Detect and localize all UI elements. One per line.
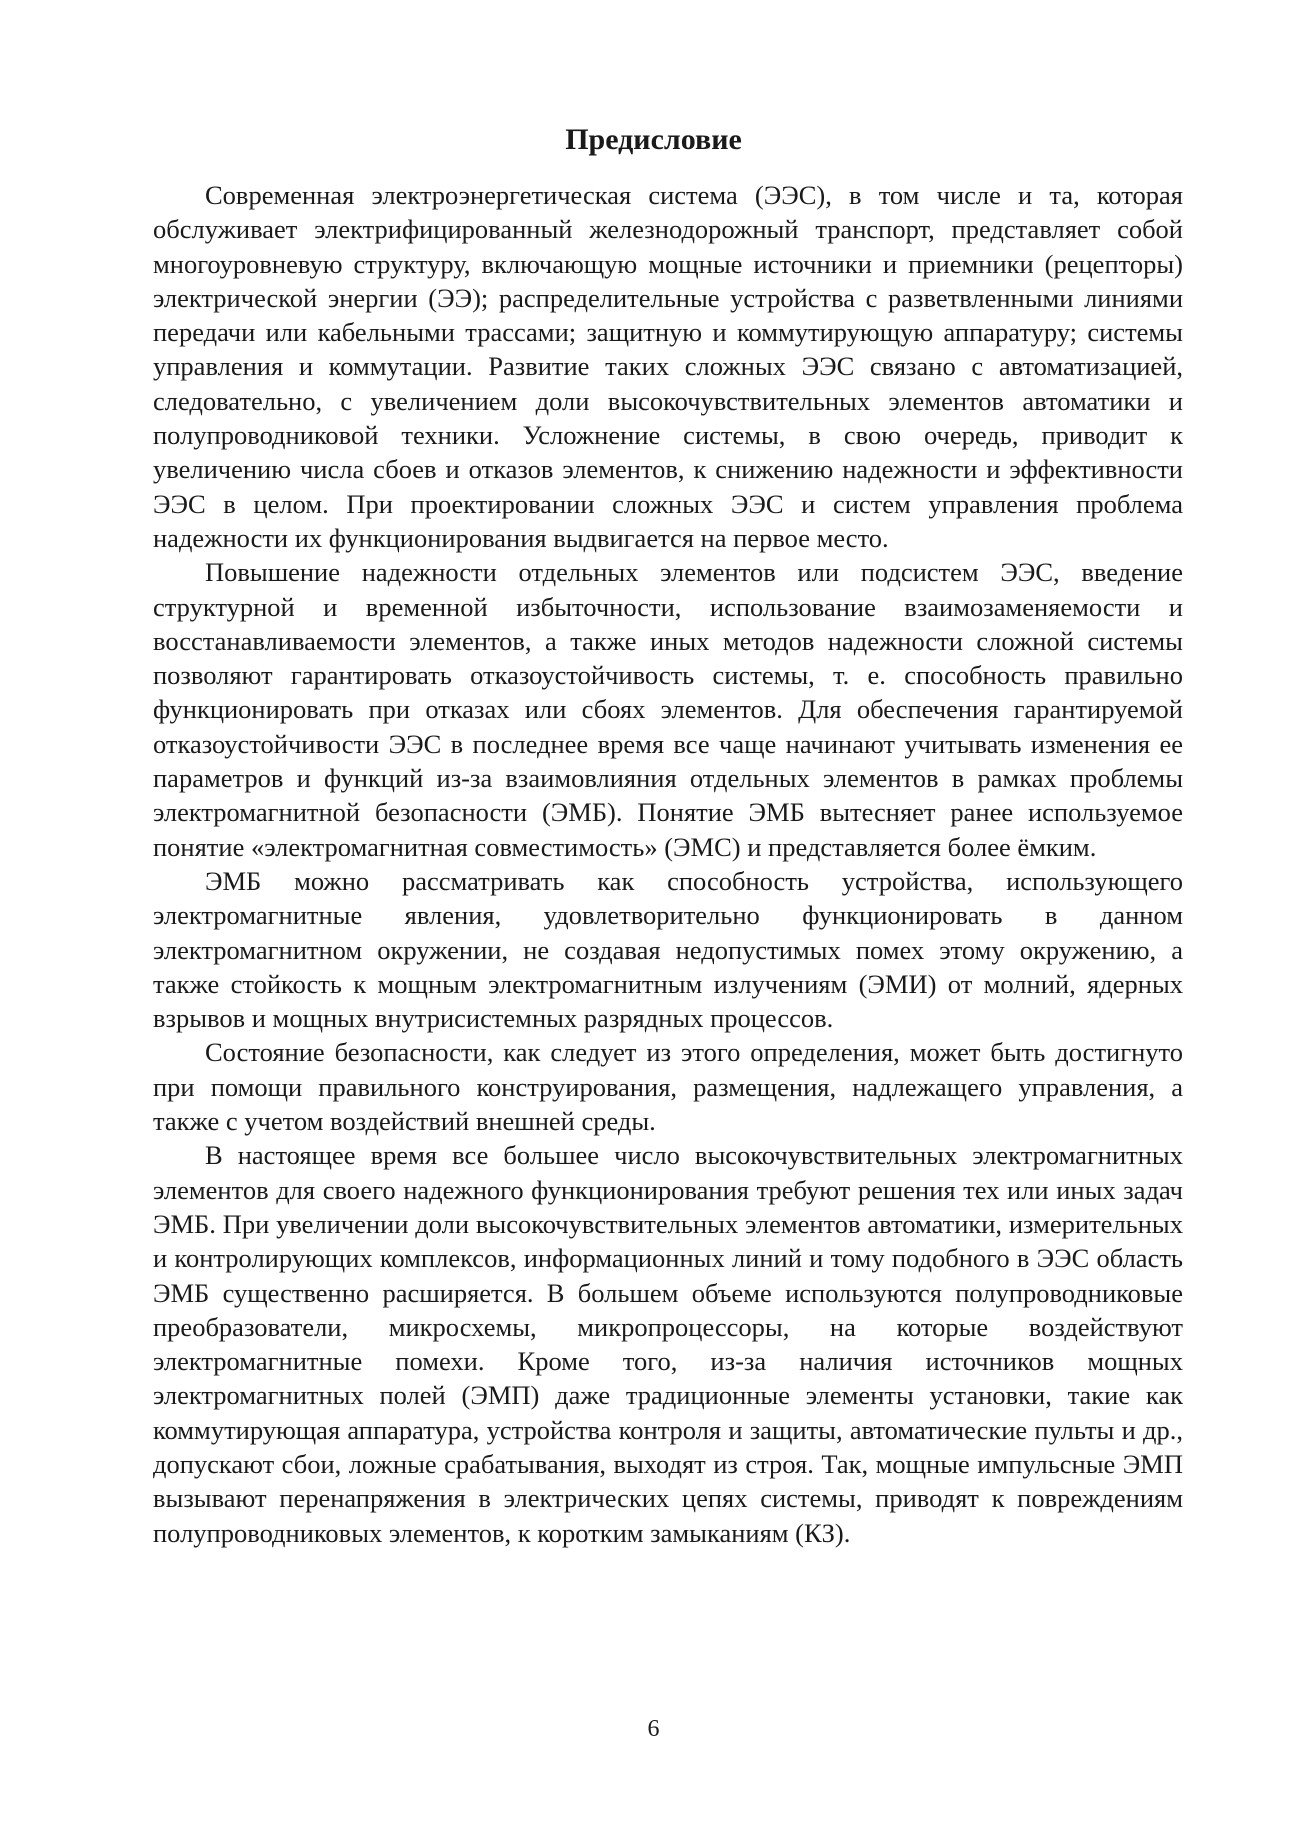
page-title: Предисловие	[565, 123, 742, 156]
page-number: 6	[647, 1716, 660, 1742]
paragraph-5: В настоящее время все большее число высокочувствительных электромагнитных элементов для своего надежного функционирования требуют решения тех или иных задач ЭМБ. При увеличении доли высокочувствительных элементов автоматики, измерительных и контролирующих комплексов, информационных линий и тому подобного в ЭЭС область ЭМБ существенно расширяется. В большем объеме используются полупроводниковые преобразователи, микросхемы, микропроцессоры, на которые воздействуют электромагнитные помехи. Кроме того, из-за наличия источников мощных электромагнитных полей (ЭМП) даже традиционные элементы установки, такие как коммутирующая аппаратура, устройства контроля и защиты, автоматические пульты и др., допускают сбои, ложные срабатывания, выходят из строя. Так, мощные импульсные ЭМП вызывают перенапряжения в электрических цепях системы, приводят к повреждениям полупроводниковых элементов, к коротким замыканиям (КЗ).	[153, 1140, 1183, 1548]
paragraph-2: Повышение надежности отдельных элементов или подсистем ЭЭС, введение структурной и временной избыточности, использование взаимозаменяемости и восстанавливаемости элементов, а также иных методов надежности сложной системы позволяют гарантировать отказоустойчивость системы, т. е. способность правильно функционировать при отказах или сбоях элементов. Для обеспечения гарантируемой отказоустойчивости ЭЭС в последнее время все чаще начинают учитывать изменения ее параметров и функций из-за взаимовлияния отдельных элементов в рамках проблемы электромагнитной безопасности (ЭМБ). Понятие ЭМБ вытесняет ранее используемое понятие «электромагнитная совместимость» (ЭМС) и представляется более ёмким.	[153, 557, 1183, 862]
paragraph-1: Современная электроэнергетическая система (ЭЭС), в том числе и та, которая обслуживает электрифицированный железнодорожный транспорт, представляет собой многоуровневую структуру, включающую мощные источники и приемники (рецепторы) электрической энергии (ЭЭ); распределительные устройства с разветвленными линиями передачи или кабельными трассами; защитную и коммутирующую аппаратуру; системы управления и коммутации. Развитие таких сложных ЭЭС связано с автоматизацией, следовательно, с увеличением доли высокочувствительных элементов автоматики и полупроводниковой техники. Усложнение системы, в свою очередь, приводит к увеличению числа сбоев и отказов элементов, к снижению надежности и эффективности ЭЭС в целом. При проектировании сложных ЭЭС и систем управления проблема надежности их функционирования выдвигается на первое место.	[153, 180, 1183, 553]
paragraph-4: Состояние безопасности, как следует из этого определения, может быть достигнуто при помощи правильного конструирования, размещения, надлежащего управления, а также с учетом воздействий внешней среды.	[153, 1037, 1183, 1137]
body-text	[153, 178, 1183, 1550]
paragraph-3: ЭМБ можно рассматривать как способность устройства, использующего электромагнитные явления, удовлетворительно функционировать в данном электромагнитном окружении, не создавая недопустимых помех этому окружению, а также стойкость к мощным электромагнитным излучениям (ЭМИ) от молний, ядерных взрывов и мощных внутрисистемных разрядных процессов.	[153, 865, 1183, 1034]
